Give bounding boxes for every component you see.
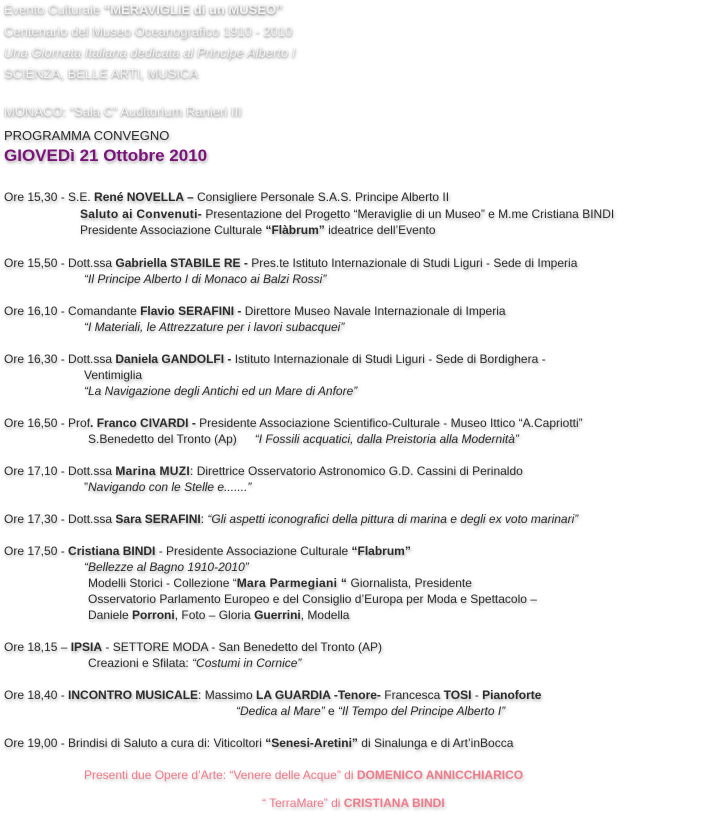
speaker-name: Sara SERAFINI	[115, 512, 201, 526]
schedule-item-1530-line2	[80, 207, 614, 221]
schedule-item-1650	[4, 416, 583, 430]
speaker-role: Consigliere Personale S.A.S. Principe Alberto II	[193, 190, 450, 204]
schedule-item-1815	[4, 640, 382, 654]
winemakers-name: “Senesi-Aretini”	[265, 736, 358, 750]
schedule-item-1815-line2	[88, 656, 301, 670]
performer-prefix: : Massimo	[198, 688, 257, 702]
photographer-surname: Porroni	[132, 608, 175, 622]
president-text: Presidente Associazione Culturale	[80, 223, 266, 237]
tenor-name: LA GUARDIA -Tenore-	[256, 688, 381, 702]
time-label: Ore 19,00 - Brindisi di Saluto a cura di: Viticoltori	[4, 736, 266, 750]
program-label: PROGRAMMA CONVEGNO	[4, 128, 170, 143]
event-title-prefix: Evento Culturale	[4, 2, 104, 17]
model-surname: Guerrini	[254, 608, 301, 622]
talk-title-1550: “Il Principe Alberto I di Monaco ai Balzi Rossi”	[84, 272, 327, 286]
talk-quote: ”	[84, 480, 88, 494]
speaker-role: Istituto Internazionale di Studi Liguri - Sede di Bordighera -	[231, 352, 546, 366]
schedule-item-1530	[4, 190, 449, 204]
italian-day-line: Una Giornata Italiana dedicata al Principe Alberto I	[4, 45, 296, 60]
conjunction: e	[324, 704, 339, 718]
talk-title: Navigando con le Stelle e.......”	[88, 480, 252, 494]
show-label: Creazioni e Sfilata:	[88, 656, 193, 670]
talk-title: “I Fossili acquatici, dalla Preistoria alla Modernità”	[254, 432, 519, 446]
speaker-role: : Direttrice Osservatorio Astronomico G.D. Cassini di Perinaldo	[190, 464, 523, 478]
time-label: Ore 16,50 - Prof	[4, 416, 91, 430]
event-name: INCONTRO MUSICALE	[68, 688, 199, 702]
speaker-name: . Franco CIVARDI -	[90, 416, 196, 430]
artworks-label: Presenti due Opere d’Arte: “Venere delle Acque” di	[84, 768, 357, 782]
schedule-item-1550	[4, 256, 577, 270]
talk-title-1610: “I Materiali, le Attrezzature per i lavori subacquei”	[84, 320, 345, 334]
themes-line: SCIENZA, BELLE ARTI, MUSICA	[4, 66, 199, 81]
winemakers-origin: di Sinalunga e di Art’inBocca	[357, 736, 514, 750]
school-detail: - SETTORE MODA - San Benedetto del Tronto (AP)	[102, 640, 382, 654]
schedule-item-1710	[4, 464, 523, 478]
association-name: “Flàbrum”	[265, 223, 325, 237]
time-label: Ore 18,40 -	[4, 688, 69, 702]
schedule-item-1750	[4, 544, 411, 558]
photo-credit-prefix: Daniele	[88, 608, 133, 622]
collector-role: Giornalista, Presidente	[347, 576, 472, 590]
collection-text: Modelli Storici - Collezione “	[88, 576, 237, 590]
venue-line: MONACO: “Sala C” Auditorium Ranieri III	[4, 104, 242, 119]
time-label: Ore 18,15 –	[4, 640, 71, 654]
piece-title-2: “Il Tempo del Principe Alberto I”	[338, 704, 506, 718]
separator: :	[200, 512, 208, 526]
schedule-item-1750-line4: Osservatorio Parlamento Europeo e del Consiglio d’Europa per Moda e Spettacolo –	[88, 592, 537, 606]
time-label: Ore 16,10 - Comandante	[4, 304, 141, 318]
show-title: “Costumi in Cornice”	[192, 656, 302, 670]
welcome-label: Saluto ai Convenuti-	[80, 207, 203, 221]
speaker-role: Presidente Associazione Scientifico-Culturale - Museo Ittico “A.Capriotti”	[195, 416, 583, 430]
collector-name: Mara Parmegiani “	[236, 576, 348, 590]
event-title	[4, 2, 283, 17]
model-credit-prefix: , Foto – Gloria	[174, 608, 255, 622]
time-label: Ore 17,50 -	[4, 544, 69, 558]
presentation-text: Presentazione del Progetto “Meraviglie di un Museo” e M.me Cristiana BINDI	[202, 207, 615, 221]
speaker-name: Flavio SERAFINI -	[140, 304, 242, 318]
talk-title-1630: “La Navigazione degli Antichi ed un Mare di Anfore”	[84, 384, 358, 398]
schedule-item-1610	[4, 304, 506, 318]
speaker-role: Direttore Museo Navale Internazionale di Imperia	[241, 304, 506, 318]
speaker-name: Daniela GANDOLFI -	[115, 352, 232, 366]
instrument-name: Pianoforte	[482, 688, 542, 702]
schedule-item-1730	[4, 512, 578, 526]
artwork-title: “ TerraMare” di	[262, 796, 344, 810]
time-label: Ore 15,30 - S.E.	[4, 190, 95, 204]
talk-title-1710	[84, 480, 251, 494]
schedule-item-1750-line3	[88, 576, 472, 590]
speaker-name: Gabriella STABILE RE -	[115, 256, 248, 270]
centenary-line: Centenario del Museo Oceanografico 1910 - 2010	[4, 24, 293, 39]
schedule-item-1630-line2: Ventimiglia	[84, 368, 143, 382]
schedule-item-1900	[4, 736, 513, 750]
talk-title-1750: “Bellezze al Bagno 1910-2010”	[84, 560, 249, 574]
pianist-prefix: Francesca	[380, 688, 444, 702]
program-date: GIOVEDì 21 Ottobre 2010	[4, 146, 208, 165]
speaker-name: Cristiana BINDI	[68, 544, 156, 558]
school-name: IPSIA	[70, 640, 103, 654]
pianist-name: TOSI	[443, 688, 472, 702]
piece-title-1: “Dedica al Mare”	[236, 704, 325, 718]
artist-name: CRISTIANA BINDI	[343, 796, 445, 810]
speaker-name: Marina MUZI	[115, 464, 191, 478]
speaker-role: Pres.te Istituto Internazionale di Studi Liguri - Sede di Imperia	[247, 256, 578, 270]
speaker-name: René NOVELLA –	[94, 190, 194, 204]
time-label: Ore 16,30 - Dott.ssa	[4, 352, 116, 366]
schedule-item-1630	[4, 352, 546, 366]
time-label: Ore 15,50 - Dott.ssa	[4, 256, 116, 270]
artworks-line-2	[262, 796, 445, 810]
schedule-item-1530-line3	[80, 223, 436, 237]
time-label: Ore 17,10 - Dott.ssa	[4, 464, 116, 478]
schedule-item-1840	[4, 688, 541, 702]
creator-text: ideatrice dell’Evento	[324, 223, 436, 237]
schedule-item-1840-line2	[236, 704, 505, 718]
location-text: S.Benedetto del Tronto (Ap)	[88, 432, 237, 446]
association-name: “Flabrum”	[351, 544, 411, 558]
talk-title: “Gli aspetti iconografici della pittura di marina e degli ex voto marinari”	[207, 512, 579, 526]
event-title-name: “MERAVIGLIE di un MUSEO”	[103, 2, 283, 17]
speaker-role: - Presidente Associazione Culturale	[155, 544, 352, 558]
schedule-item-1650-line2	[88, 432, 519, 446]
schedule-item-1750-line5	[88, 608, 349, 622]
separator: -	[471, 688, 483, 702]
time-label: Ore 17,30 - Dott.ssa	[4, 512, 116, 526]
model-role: , Modella	[300, 608, 350, 622]
artist-name: DOMENICO ANNICCHIARICO	[356, 768, 524, 782]
artworks-line	[84, 768, 523, 782]
